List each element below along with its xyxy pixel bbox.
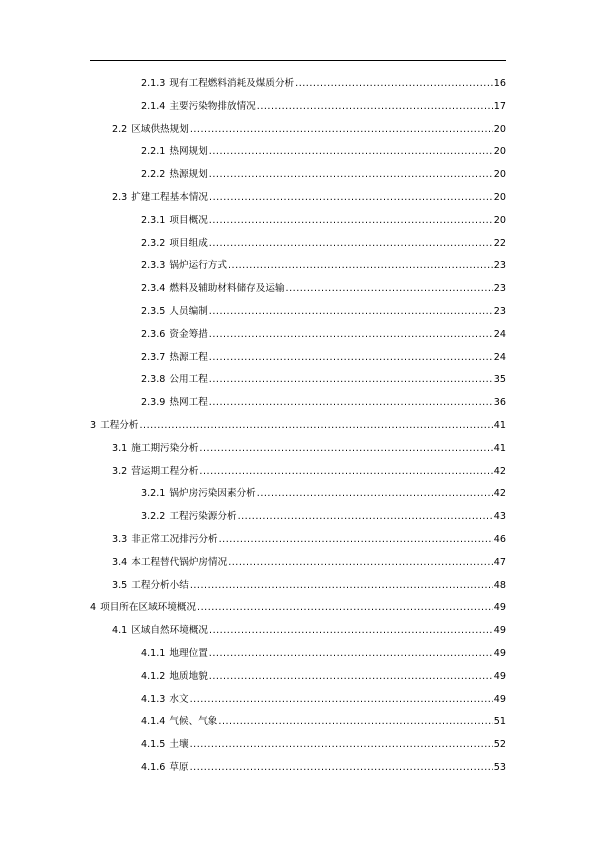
toc-entry-number: 2.1.3 [141,78,166,89]
toc-dot-leader [199,466,492,478]
toc-entry-title: 人员编制 [169,306,208,317]
toc-entry-title: 锅炉运行方式 [169,260,227,272]
toc-entry-number: 3.3 [112,534,128,545]
toc-entry-title: 公用工程 [169,374,208,386]
toc-entry-number: 4.1 [112,625,128,637]
toc-dot-leader [209,397,493,409]
toc-entry[interactable] [112,464,506,478]
toc-entry-title: 主要污染物排放情况 [169,100,256,112]
toc-entry-number: 4.1.2 [141,670,166,682]
toc-dot-leader [199,443,492,455]
toc-entry-title: 资金筹措 [169,328,208,340]
toc-dot-leader [228,557,493,569]
toc-entry-page: 41 [493,420,506,431]
toc-dot-leader [286,283,493,295]
toc-entry-number: 3.2 [112,465,128,477]
toc-entry-number: 2.3 [112,192,128,203]
toc-entry-title: 地质地貌 [169,670,208,682]
toc-entry-page: 22 [493,237,506,249]
toc-entry-title: 土壤 [169,739,189,751]
toc-entry-title: 项目所在区域环境概况 [100,602,197,614]
toc-entry-title: 热源工程 [169,351,208,363]
toc-entry-number: 3.1 [112,442,128,454]
toc-entry-number: 2.3.3 [141,260,166,272]
toc-dot-leader [219,534,493,546]
toc-entry-number: 2.2.2 [141,169,166,181]
toc-dot-leader [209,238,493,250]
toc-entry-page: 53 [493,762,506,773]
toc-entry-page: 16 [493,78,506,89]
toc-entry[interactable] [141,304,506,318]
toc-entry-page: 23 [493,283,506,295]
toc-entry-page: 48 [493,579,506,591]
toc-entry[interactable] [112,441,506,455]
toc-entry-number: 2.2.1 [141,146,166,158]
toc-entry-title: 营运期工程分析 [131,465,199,477]
toc-entry-number: 2.1.4 [141,100,166,112]
toc-entry-title: 热网规划 [169,146,208,158]
toc-entry-number: 2.2 [112,123,128,135]
toc-entry-page: 41 [493,442,506,454]
toc-entry[interactable] [141,760,506,774]
toc-entry-number: 3 [90,420,97,431]
toc-entry[interactable] [90,600,506,614]
toc-entry-number: 4.1.6 [141,762,166,773]
toc-dot-leader [238,511,493,523]
toc-entry-title: 区域供热规划 [131,123,189,135]
toc-dot-leader [209,192,493,204]
toc-entry[interactable] [141,737,506,751]
toc-entry-page: 49 [493,602,506,614]
toc-entry[interactable] [141,692,506,706]
toc-dot-leader [190,694,493,706]
toc-dot-leader [209,671,493,683]
toc-dot-leader [209,329,493,341]
toc-entry[interactable] [112,578,506,592]
toc-entry-number: 2.3.8 [141,374,166,386]
toc-dot-leader [197,602,493,614]
toc-entry-title: 工程分析 [100,420,139,431]
toc-entry-title: 草原 [169,762,189,773]
toc-entry[interactable] [141,327,506,341]
toc-dot-leader [209,625,493,637]
toc-entry[interactable] [141,281,506,295]
toc-entry[interactable] [112,532,506,546]
toc-entry-number: 2.3.4 [141,283,166,295]
toc-entry-page: 20 [493,214,506,226]
toc-entry[interactable] [141,144,506,158]
toc-entry-number: 2.3.9 [141,397,166,409]
toc-entry-number: 3.2.2 [141,511,166,523]
toc-entry-page: 49 [493,648,506,659]
toc-dot-leader [139,420,492,432]
toc-entry-page: 36 [493,397,506,409]
toc-entry[interactable] [141,213,506,227]
toc-entry-number: 4.1.4 [141,716,166,728]
toc-entry-number: 3.5 [112,579,128,591]
toc-dot-leader [190,124,493,136]
toc-entry-number: 4.1.5 [141,739,166,751]
toc-entry[interactable] [112,122,506,136]
toc-dot-leader [257,488,493,500]
toc-dot-leader [190,762,493,774]
toc-entry-title: 非正常工况排污分析 [131,534,218,545]
toc-entry-page: 49 [493,625,506,637]
toc-entry-number: 4.1.1 [141,648,166,659]
toc-entry-title: 气候、气象 [169,716,218,728]
toc-entry-page: 24 [493,351,506,363]
toc-entry-title: 工程分析小结 [131,579,189,591]
toc-entry-number: 3.2.1 [141,488,166,500]
toc-entry-title: 项目概况 [169,214,208,226]
toc-entry[interactable] [141,669,506,683]
toc-entry-number: 2.3.1 [141,214,166,226]
toc-entry-page: 47 [493,556,506,568]
toc-entry-number: 4.1.3 [141,693,166,705]
toc-dot-leader [209,352,493,364]
toc-entry[interactable] [141,236,506,250]
toc-entry-number: 2.3.7 [141,351,166,363]
toc-entry-number: 4 [90,602,97,614]
toc-entry-page: 20 [493,169,506,181]
toc-entry-title: 热源规划 [169,169,208,181]
toc-dot-leader [209,146,493,158]
toc-entry-page: 49 [493,693,506,705]
toc-entry-title: 区域自然环境概况 [131,625,209,637]
toc-entry-page: 24 [493,328,506,340]
toc-entry-title: 本工程替代锅炉房情况 [131,556,228,568]
toc-entry[interactable] [141,76,506,90]
toc-dot-leader [190,739,493,751]
toc-dot-leader [209,169,493,181]
toc-entry[interactable] [141,646,506,660]
toc-entry-page: 20 [493,146,506,158]
toc-entry[interactable] [112,623,506,637]
toc-entry-number: 2.3.2 [141,237,166,249]
toc-dot-leader [190,580,493,592]
toc-entry-number: 2.3.5 [141,306,166,317]
toc-dot-leader [218,716,492,728]
toc-entry-page: 49 [493,670,506,682]
toc-dot-leader [209,648,493,660]
toc-entry-page: 46 [493,534,506,545]
toc-entry[interactable] [112,190,506,204]
toc-entry-title: 燃料及辅助材料储存及运输 [169,283,285,295]
toc-entry[interactable] [141,486,506,500]
toc-entry[interactable] [141,509,506,523]
toc-entry[interactable] [141,350,506,364]
toc-entry-page: 42 [493,488,506,500]
toc-entry-page: 20 [493,192,506,203]
toc-entry[interactable] [141,167,506,181]
toc-entry-page: 23 [493,306,506,317]
toc-entry-number: 3.4 [112,556,128,568]
toc-entry-title: 扩建工程基本情况 [131,192,209,203]
toc-entry[interactable] [141,395,506,409]
toc-entry-title: 施工期污染分析 [131,442,199,454]
toc-entry[interactable] [141,99,506,113]
toc-entry-page: 23 [493,260,506,272]
toc-entry-page: 52 [493,739,506,751]
toc-entry-title: 工程污染源分析 [169,511,237,523]
toc-entry-title: 地理位置 [169,648,208,659]
toc-entry-page: 20 [493,123,506,135]
toc-dot-leader [295,78,493,90]
toc-entry-title: 水文 [169,693,189,705]
toc-entry-title: 现有工程燃料消耗及煤质分析 [169,78,295,89]
toc-entry-title: 热网工程 [169,397,208,409]
toc-entry[interactable] [90,418,506,432]
toc-entry-page: 42 [493,465,506,477]
toc-entry-title: 项目组成 [169,237,208,249]
toc-entry-page: 35 [493,374,506,386]
toc-dot-leader [209,306,493,318]
toc-entry-number: 2.3.6 [141,328,166,340]
toc-entry-title: 锅炉房污染因素分析 [169,488,256,500]
toc-dot-leader [257,101,493,113]
toc-dot-leader [209,215,493,227]
toc-dot-leader [209,374,493,386]
toc-entry[interactable] [112,555,506,569]
toc-dot-leader [228,260,493,272]
toc-entry[interactable] [141,714,506,728]
toc-entry-page: 17 [493,100,506,112]
toc-entry[interactable] [141,258,506,272]
toc-entry-page: 43 [493,511,506,523]
toc-entry[interactable] [141,372,506,386]
toc-entry-page: 51 [493,716,506,728]
